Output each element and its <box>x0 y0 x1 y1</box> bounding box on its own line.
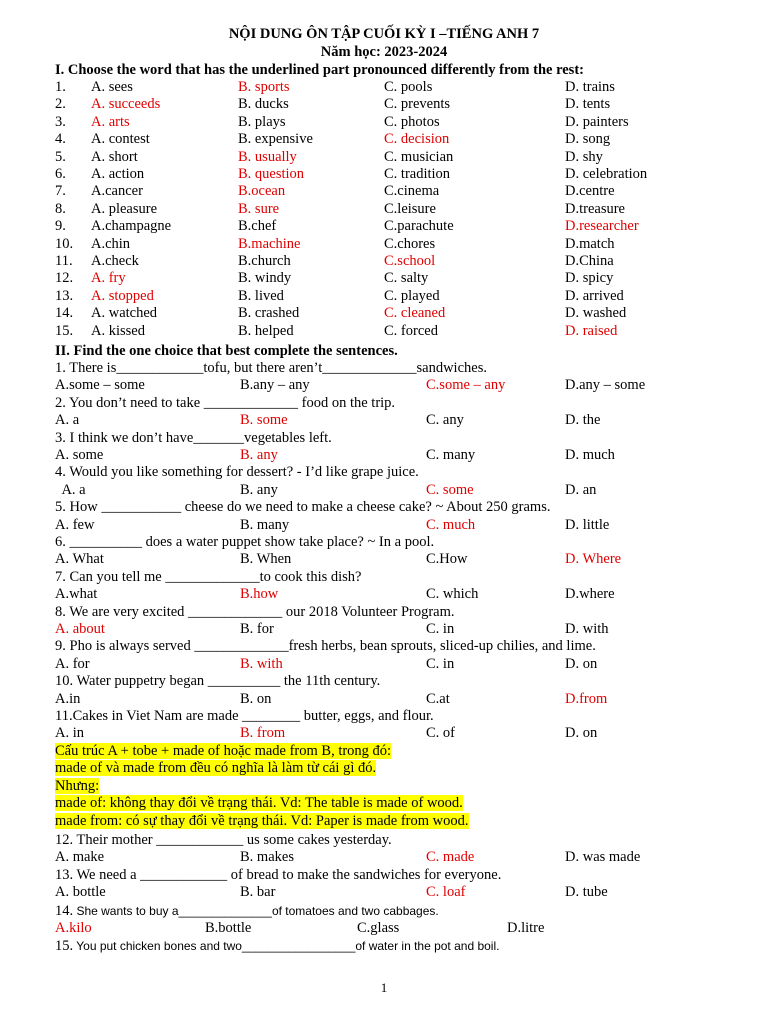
option-c[interactable]: C. in <box>426 621 455 637</box>
option-c[interactable]: C. made <box>426 849 475 866</box>
question-text: 6. __________ does a water puppet show take place? ~ In a pool. <box>55 534 435 550</box>
option-c[interactable]: C.chores <box>384 235 436 252</box>
question-text: 4. Would you like something for dessert? - I’d like grape juice. <box>55 464 419 481</box>
option-b[interactable]: B. usually <box>238 148 297 165</box>
option-b[interactable]: B. ducks <box>238 96 289 113</box>
option-d[interactable]: D. on <box>565 655 598 672</box>
option-a[interactable]: A. action <box>91 166 145 182</box>
option-d[interactable]: D. tents <box>565 96 611 113</box>
row-number: 13. <box>55 287 74 304</box>
option-d[interactable]: D.where <box>565 586 615 603</box>
option-d[interactable]: D.researcher <box>565 218 639 235</box>
option-d[interactable]: D. celebration <box>565 166 648 182</box>
option-d[interactable]: D. much <box>565 447 615 463</box>
option-b[interactable]: B. from <box>240 725 286 742</box>
option-a[interactable]: A. bottle <box>55 884 106 901</box>
row-number: 11. <box>55 253 73 269</box>
row-number: 9. <box>55 218 66 235</box>
answer-options <box>0 849 768 866</box>
row-number: 5. <box>55 148 66 165</box>
option-a[interactable]: A. watched <box>91 305 158 322</box>
question-text: 10. Water puppetry began __________ the 11th century. <box>55 673 381 690</box>
question-text: 5. How ___________ cheese do we need to make a cheese cake? ~ About 250 grams. <box>55 499 551 516</box>
answer-options <box>0 447 768 464</box>
option-d[interactable]: D.treasure <box>565 200 625 217</box>
option-d[interactable]: D. spicy <box>565 270 614 287</box>
option-a[interactable]: A.kilo <box>55 920 92 936</box>
answer-options <box>0 551 768 568</box>
option-c[interactable]: C. cleaned <box>384 305 446 322</box>
option-a[interactable]: A. a <box>55 481 86 498</box>
option-c[interactable]: C. many <box>426 447 476 463</box>
question-text: 3. I think we don’t have_______vegetables left. <box>55 429 332 446</box>
option-a[interactable]: A.chin <box>91 235 131 252</box>
option-b[interactable]: B. many <box>240 516 290 533</box>
option-a[interactable]: A. pleasure <box>91 200 158 217</box>
option-b[interactable]: B. bar <box>240 884 276 901</box>
option-a[interactable]: A. for <box>55 655 90 672</box>
option-a[interactable]: A. in <box>55 725 84 742</box>
option-d[interactable]: D.litre <box>507 920 545 936</box>
pronunciation-row <box>0 253 768 270</box>
question-14: 14. She wants to buy a______________of tomatoes and two cabbages. <box>55 903 439 919</box>
option-d[interactable]: D. with <box>565 621 609 637</box>
option-c[interactable]: C.leisure <box>384 200 436 217</box>
school-year: Năm học: 2023-2024 <box>320 44 448 60</box>
option-c[interactable]: C. in <box>426 655 455 672</box>
option-a[interactable]: A. some <box>55 447 104 463</box>
option-a[interactable]: A.cancer <box>91 183 143 200</box>
document-title: NỘI DUNG ÔN TẬP CUỐI KỲ I –TIẾNG ANH 7 <box>228 26 540 42</box>
option-c[interactable]: C.How <box>426 551 468 568</box>
option-c[interactable]: C. played <box>384 287 440 304</box>
question-14-options <box>0 920 768 937</box>
option-d[interactable]: D.from <box>565 690 608 707</box>
pronunciation-row <box>0 288 768 305</box>
option-b[interactable]: B.church <box>238 253 291 269</box>
note-line: made of và made from đều có nghĩa là làm từ cái gì đó. <box>55 760 377 777</box>
option-b[interactable]: B. expensive <box>238 131 313 148</box>
option-a[interactable]: A.what <box>55 586 98 603</box>
option-b[interactable]: B. sure <box>238 200 280 217</box>
option-b[interactable]: B. question <box>238 166 305 182</box>
option-a[interactable]: A. fry <box>91 270 126 287</box>
pronunciation-row <box>0 183 768 200</box>
question-15: 15. You put chicken bones and two_________________of water in the pot and boil. <box>55 938 500 954</box>
option-b[interactable]: B. lived <box>238 287 284 304</box>
option-b[interactable]: B. makes <box>240 849 294 866</box>
pronunciation-row <box>0 201 768 218</box>
option-d[interactable]: D. little <box>565 516 610 533</box>
option-d[interactable]: D. an <box>565 481 597 498</box>
option-a[interactable]: A.check <box>91 253 139 269</box>
answer-options <box>0 412 768 429</box>
answer-options <box>0 884 768 901</box>
row-number: 1. <box>55 79 66 95</box>
option-a[interactable]: A. make <box>55 849 105 866</box>
option-a[interactable]: A. What <box>55 551 104 568</box>
option-b[interactable]: B.how <box>240 586 279 603</box>
row-number: 10. <box>55 235 74 252</box>
option-d[interactable]: D. song <box>565 131 611 148</box>
option-d[interactable]: D.centre <box>565 183 615 200</box>
option-d[interactable]: D.match <box>565 235 615 252</box>
option-b[interactable]: B. some <box>240 412 288 429</box>
pronunciation-row <box>0 270 768 287</box>
option-a[interactable]: A. a <box>55 412 80 429</box>
question-text: 13. We need a ____________ of bread to make the sandwiches for everyone. <box>55 866 502 883</box>
option-d[interactable]: D. arrived <box>565 287 624 304</box>
answer-options <box>0 621 768 638</box>
option-d[interactable]: D. on <box>565 725 598 742</box>
row-number: 15. <box>55 322 74 339</box>
option-b[interactable]: B. any <box>240 481 278 498</box>
question-text: 12. Their mother ____________ us some cakes yesterday. <box>55 832 392 848</box>
note-line: made of: không thay đổi về trạng thái. Vd: The table is made of wood. <box>55 795 463 812</box>
option-c[interactable]: C.cinema <box>384 183 440 200</box>
pronunciation-row <box>0 236 768 253</box>
question-text: 7. Can you tell me _____________to cook this dish? <box>55 568 362 585</box>
row-number: 8. <box>55 200 66 217</box>
option-b[interactable]: B. crashed <box>238 305 300 322</box>
option-c[interactable]: C. salty <box>384 270 429 287</box>
option-b[interactable]: B. sports <box>238 79 290 95</box>
question-text: 8. We are very excited _____________ our 2018 Volunteer Program. <box>55 603 455 620</box>
option-d[interactable]: D. shy <box>565 148 603 165</box>
option-a[interactable]: A. kissed <box>91 322 145 339</box>
option-a[interactable]: A. sees <box>91 79 133 95</box>
question-text: 9. Pho is always served _____________fresh herbs, bean sprouts, sliced-up chilies, and lime. <box>55 638 596 655</box>
option-c[interactable]: C. musician <box>384 148 454 165</box>
option-d[interactable]: D. raised <box>565 322 618 339</box>
option-c[interactable]: C. tradition <box>384 166 451 182</box>
option-a[interactable]: A.champagne <box>91 218 172 235</box>
answer-options <box>0 656 768 673</box>
option-a[interactable]: A. few <box>55 516 95 533</box>
section1-heading: I. Choose the word that has the underlined part pronounced differently from the rest: <box>55 62 584 78</box>
row-number: 4. <box>55 131 66 148</box>
option-b[interactable]: B.any – any <box>240 377 310 394</box>
option-c[interactable]: C.glass <box>357 920 400 936</box>
option-d[interactable]: D. washed <box>565 305 627 322</box>
option-b[interactable]: B. on <box>240 690 272 707</box>
option-d[interactable]: D. painters <box>565 113 629 130</box>
page-number: 1 <box>380 980 388 995</box>
pronunciation-row <box>0 166 768 183</box>
section2-heading: II. Find the one choice that best complete the sentences. <box>55 343 398 359</box>
option-a[interactable]: A.some – some <box>55 377 145 394</box>
option-c[interactable]: C. any <box>426 412 464 429</box>
option-d[interactable]: D.any – some <box>565 377 646 394</box>
option-c[interactable]: C. decision <box>384 131 450 148</box>
option-d[interactable]: D. was made <box>565 849 641 866</box>
option-d[interactable]: D. Where <box>565 551 622 568</box>
question-text: 2. You don’t need to take _____________ food on the trip. <box>55 394 396 411</box>
option-b[interactable]: B. any <box>240 447 278 463</box>
row-number: 14. <box>55 305 74 322</box>
option-c[interactable]: C.some – any <box>426 377 506 394</box>
pronunciation-row <box>0 305 768 322</box>
pronunciation-row <box>0 114 768 131</box>
note-line: Nhưng: <box>55 777 100 794</box>
option-c[interactable]: C. much <box>426 516 476 533</box>
option-a[interactable]: A. short <box>91 148 138 165</box>
option-c[interactable]: C. of <box>426 725 455 742</box>
option-d[interactable]: D. the <box>565 412 601 429</box>
option-a[interactable]: A.in <box>55 690 81 707</box>
option-b[interactable]: B.chef <box>238 218 277 235</box>
option-b[interactable]: B. with <box>240 655 283 672</box>
answer-options <box>0 691 768 708</box>
note-line: made from: có sự thay đổi về trạng thái. Vd: Paper is made from wood. <box>55 812 469 829</box>
option-a[interactable]: A. arts <box>91 113 130 130</box>
question-text: 1. There is____________tofu, but there aren’t_____________sandwiches. <box>55 360 487 376</box>
option-c[interactable]: C. forced <box>384 322 438 339</box>
option-a[interactable]: A. stopped <box>91 287 154 304</box>
option-b[interactable]: B. helped <box>238 322 294 339</box>
pronunciation-row <box>0 149 768 166</box>
row-number: 6. <box>55 166 66 182</box>
option-a[interactable]: A. contest <box>91 131 150 148</box>
option-b[interactable]: B. windy <box>238 270 292 287</box>
pronunciation-row <box>0 131 768 148</box>
option-c[interactable]: C. pools <box>384 79 433 95</box>
option-b[interactable]: B.ocean <box>238 183 286 200</box>
answer-options <box>0 586 768 603</box>
answer-options <box>0 482 768 499</box>
note-line: Cấu trúc A + tobe + made of hoặc made from B, trong đó: <box>55 743 392 759</box>
option-b[interactable]: B. When <box>240 551 292 568</box>
option-c[interactable]: C. prevents <box>384 96 451 113</box>
option-c[interactable]: C. some <box>426 481 474 498</box>
option-d[interactable]: D.China <box>565 253 614 269</box>
option-c[interactable]: C.at <box>426 690 450 707</box>
answer-options <box>0 377 768 394</box>
option-d[interactable]: D. trains <box>565 79 615 95</box>
option-a[interactable]: A. about <box>55 621 105 637</box>
option-b[interactable]: B.machine <box>238 235 301 252</box>
pronunciation-row <box>0 79 768 96</box>
pronunciation-row <box>0 96 768 113</box>
pronunciation-row <box>0 218 768 235</box>
option-b[interactable]: B.bottle <box>205 920 252 936</box>
option-b[interactable]: B. plays <box>238 113 286 130</box>
row-number: 7. <box>55 183 66 200</box>
row-number: 12. <box>55 270 74 287</box>
answer-options <box>0 517 768 534</box>
option-c[interactable]: C.school <box>384 253 436 269</box>
answer-options <box>0 725 768 742</box>
question-text: 11.Cakes in Viet Nam are made ________ butter, eggs, and flour. <box>55 708 434 724</box>
option-c[interactable]: C.parachute <box>384 218 454 235</box>
option-b[interactable]: B. for <box>240 621 274 637</box>
pronunciation-row <box>0 323 768 340</box>
row-number: 2. <box>55 96 66 113</box>
option-c[interactable]: C. which <box>426 586 479 603</box>
option-a[interactable]: A. succeeds <box>91 96 161 113</box>
option-d[interactable]: D. tube <box>565 884 608 901</box>
row-number: 3. <box>55 113 66 130</box>
option-c[interactable]: C. photos <box>384 113 440 130</box>
option-c[interactable]: C. loaf <box>426 884 466 901</box>
